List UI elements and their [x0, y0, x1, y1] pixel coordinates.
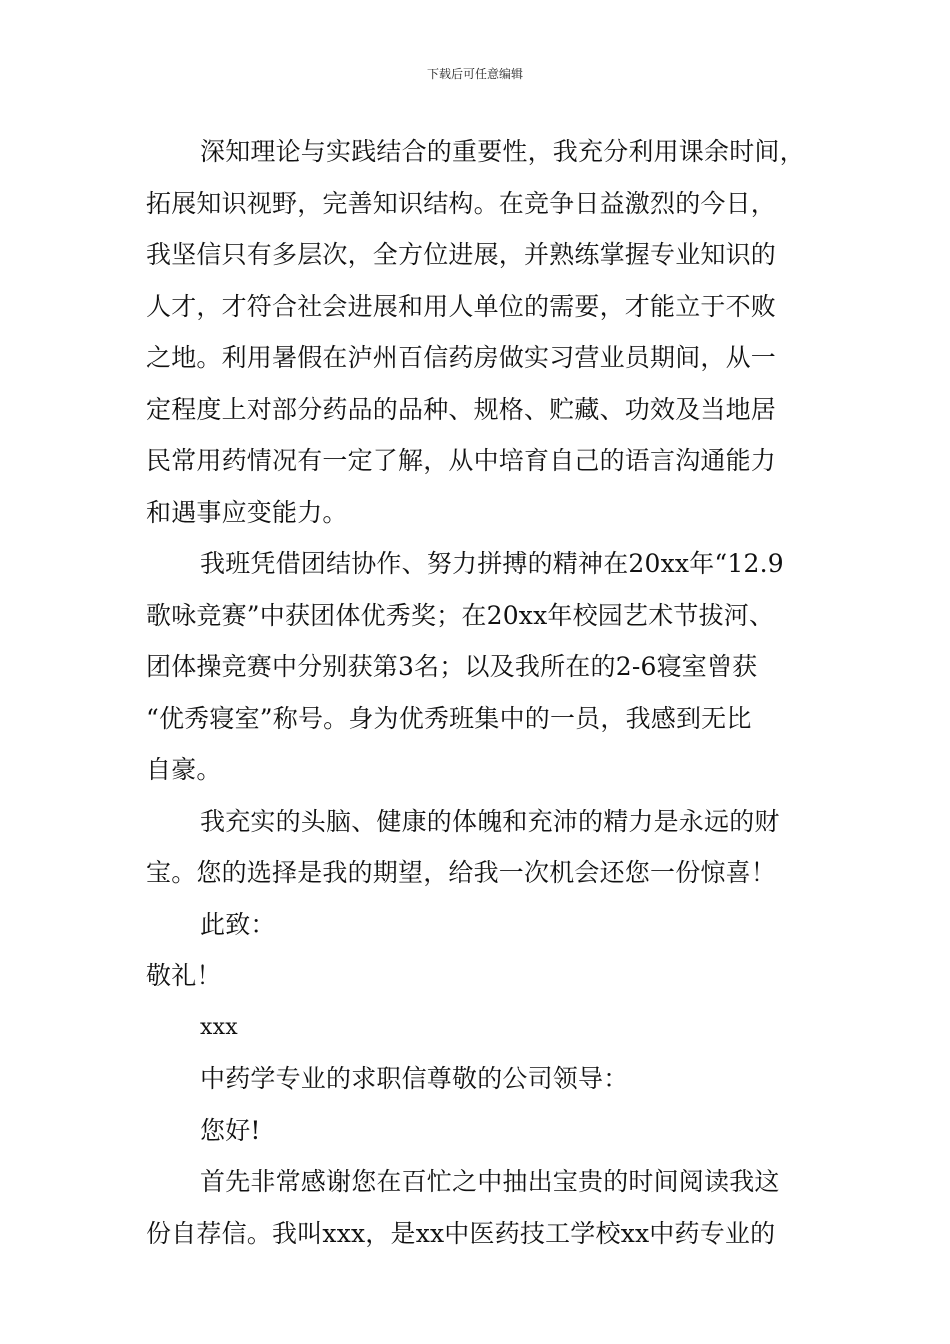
- paragraph-line: 首先非常感谢您在百忙之中抽出宝贵的时间阅读我这: [200, 1167, 780, 1196]
- signature-line: xxx: [200, 1014, 238, 1040]
- paragraph-line: 我充实的头脑、健康的体魄和充沛的精力是永远的财: [200, 806, 780, 836]
- paragraph-line: 我坚信只有多层次，全方位进展，并熟练掌握专业知识的: [146, 240, 777, 269]
- document-body: [146, 126, 818, 1259]
- paragraph-line: 宝。您的选择是我的期望，给我一次机会还您一份惊喜！: [146, 858, 777, 887]
- letter-title-line: 中药学专业的求职信尊敬的公司领导：: [200, 1064, 629, 1093]
- paragraph-line: 份自荐信。我叫xxx，是xx中医药技工学校xx中药专业的: [146, 1218, 776, 1248]
- paragraph-line: 人才，才符合社会进展和用人单位的需要，才能立于不败: [146, 291, 777, 321]
- salute-line: 敬礼！: [146, 961, 222, 990]
- paragraph-line: 定程度上对部分药品的品种、规格、贮藏、功效及当地居: [146, 394, 777, 424]
- paragraph-line: “优秀寝室”称号。身为优秀班集中的一员，我感到无比: [146, 703, 752, 733]
- paragraph-line: 民常用药情况有一定了解，从中培育自己的语言沟通能力: [146, 446, 777, 475]
- closing-line: 此致：: [200, 909, 276, 939]
- paragraph-line: 自豪。: [146, 755, 222, 784]
- greeting-line: 您好!: [200, 1115, 261, 1145]
- paragraph-line: 拓展知识视野，完善知识结构。在竞争日益激烈的今日，: [146, 188, 777, 218]
- paragraph-line: 歌咏竞赛”中获团体优秀奖；在20xx年校园艺术节拔河、: [146, 600, 775, 630]
- paragraph-line: 和遇事应变能力。: [146, 497, 348, 527]
- paragraph-line: 团体操竞赛中分别获第3名；以及我所在的2-6寝室曾获: [146, 652, 758, 681]
- paragraph-line: 我班凭借团结协作、努力拼搏的精神在20xx年“12.9: [200, 549, 784, 578]
- paragraph-line: 之地。利用暑假在泸州百信药房做实习营业员期间，从一: [146, 343, 777, 372]
- paragraph-line: 深知理论与实践结合的重要性，我充分利用课余时间，: [200, 137, 805, 166]
- page-header-note: 下载后可任意编辑: [426, 67, 523, 81]
